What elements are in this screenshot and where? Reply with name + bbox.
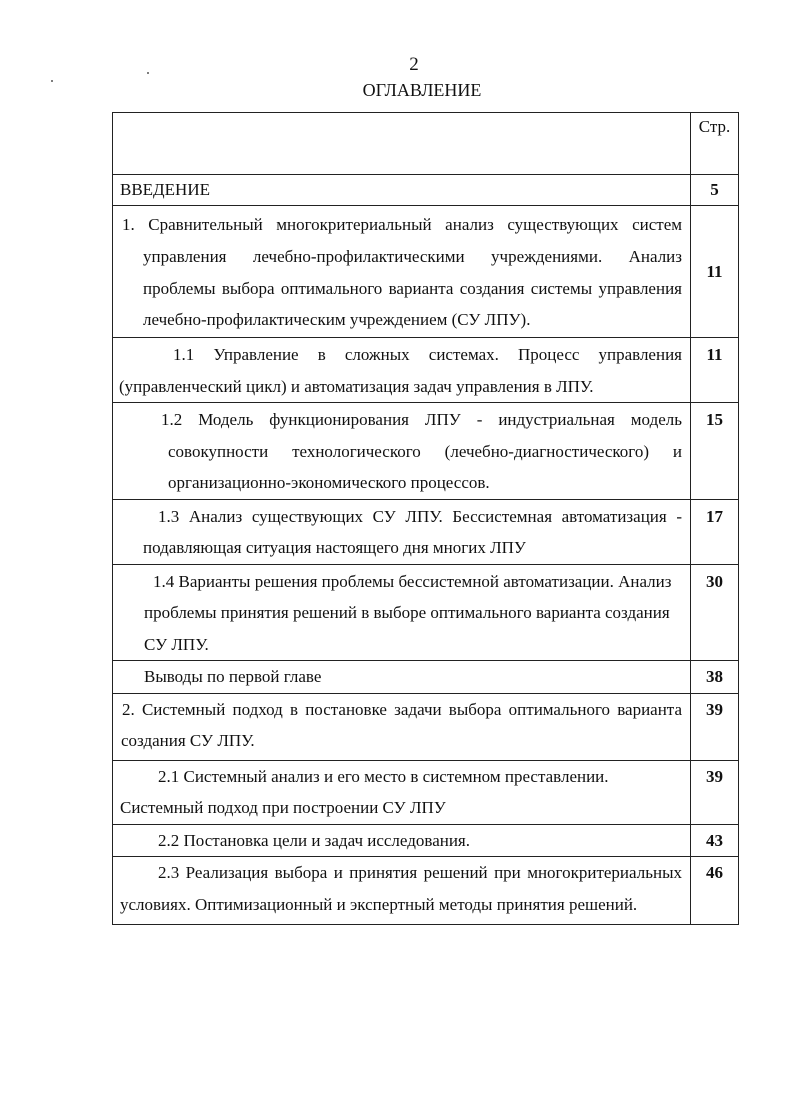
toc-entry-title: 2.3 Реализация выбора и принятия решений при многокритериальных условиях. Оптимизационный и экспертный методы принятия решений.	[120, 863, 682, 914]
toc-entry-page: 43	[691, 824, 739, 857]
toc-entry-cell	[113, 403, 691, 500]
toc-entry-page: 11	[691, 338, 739, 403]
toc-entry-page: 5	[691, 175, 739, 206]
toc-entry-page: 30	[691, 564, 739, 661]
toc-entry-title: 1.4 Варианты решения проблемы бессистемной автоматизации. Анализ проблемы принятия решений в выборе оптимального варианта создания СУ ЛПУ.	[144, 571, 672, 654]
toc-row	[113, 760, 739, 824]
toc-entry-cell	[113, 338, 691, 403]
toc-row	[113, 499, 739, 564]
toc-row	[113, 338, 739, 403]
toc-header-title-cell	[113, 113, 691, 175]
toc-entry-page: 17	[691, 499, 739, 564]
toc-entry-page: 46	[691, 857, 739, 925]
toc-entry-cell	[113, 564, 691, 661]
page-number: 2	[409, 54, 419, 75]
page-column-header: Стр.	[691, 113, 739, 175]
toc-row	[113, 824, 739, 857]
toc-entry-cell	[113, 760, 691, 824]
toc-entry-cell	[113, 175, 691, 206]
toc-row	[113, 564, 739, 661]
toc-entry-title: 2.2 Постановка цели и задач исследования.	[158, 830, 471, 850]
toc-entry-title: ВВЕДЕНИЕ	[120, 180, 210, 199]
toc-entry-title: 1.2 Модель функционирования ЛПУ - индустриальная модель совокупности технологического (лечебно-диагностического) и организационно-экономического процессов.	[161, 410, 682, 493]
toc-entry-cell	[113, 661, 691, 694]
toc-header-row	[113, 113, 739, 175]
toc-row	[113, 661, 739, 694]
toc-entry-title: 1. Сравнительный многокритериальный анализ существующих систем управления лечебно-профилактическими учреждениями. Анализ проблемы выбора оптимального варианта создания системы управления лечебно-профилактическим учреждением (СУ ЛПУ).	[122, 215, 682, 330]
toc-row	[113, 175, 739, 206]
toc-entry-page: 39	[691, 693, 739, 760]
page-title: ОГЛАВЛЕНИЕ	[362, 80, 482, 100]
toc-entry-title: 2.1 Системный анализ и его место в системном преставлении. Системный подход при построении СУ ЛПУ	[120, 766, 609, 818]
table-of-contents	[112, 112, 739, 925]
toc-entry-cell	[113, 824, 691, 857]
toc-entry-title: 1.1 Управление в сложных системах. Процесс управления (управленческий цикл) и автоматизация задач управления в ЛПУ.	[119, 345, 682, 396]
toc-row	[113, 693, 739, 760]
toc-entry-title: 2. Системный подход в постановке задачи выбора оптимального варианта создания СУ ЛПУ.	[121, 699, 682, 751]
toc-entry-page: 39	[691, 760, 739, 824]
toc-row	[113, 857, 739, 925]
toc-entry-page: 38	[691, 661, 739, 694]
toc-entry-page: 11	[691, 206, 739, 338]
toc-entry-cell	[113, 857, 691, 925]
toc-entry-page: 15	[691, 403, 739, 500]
toc-row	[113, 403, 739, 500]
toc-entry-cell	[113, 206, 691, 338]
toc-entry-cell	[113, 499, 691, 564]
toc-entry-cell	[113, 693, 691, 760]
toc-entry-title: 1.3 Анализ существующих СУ ЛПУ. Бессистемная автоматизация - подавляющая ситуация настоящего дня многих ЛПУ	[143, 506, 682, 558]
toc-entry-title: Выводы по первой главе	[144, 667, 322, 687]
toc-row	[113, 206, 739, 338]
